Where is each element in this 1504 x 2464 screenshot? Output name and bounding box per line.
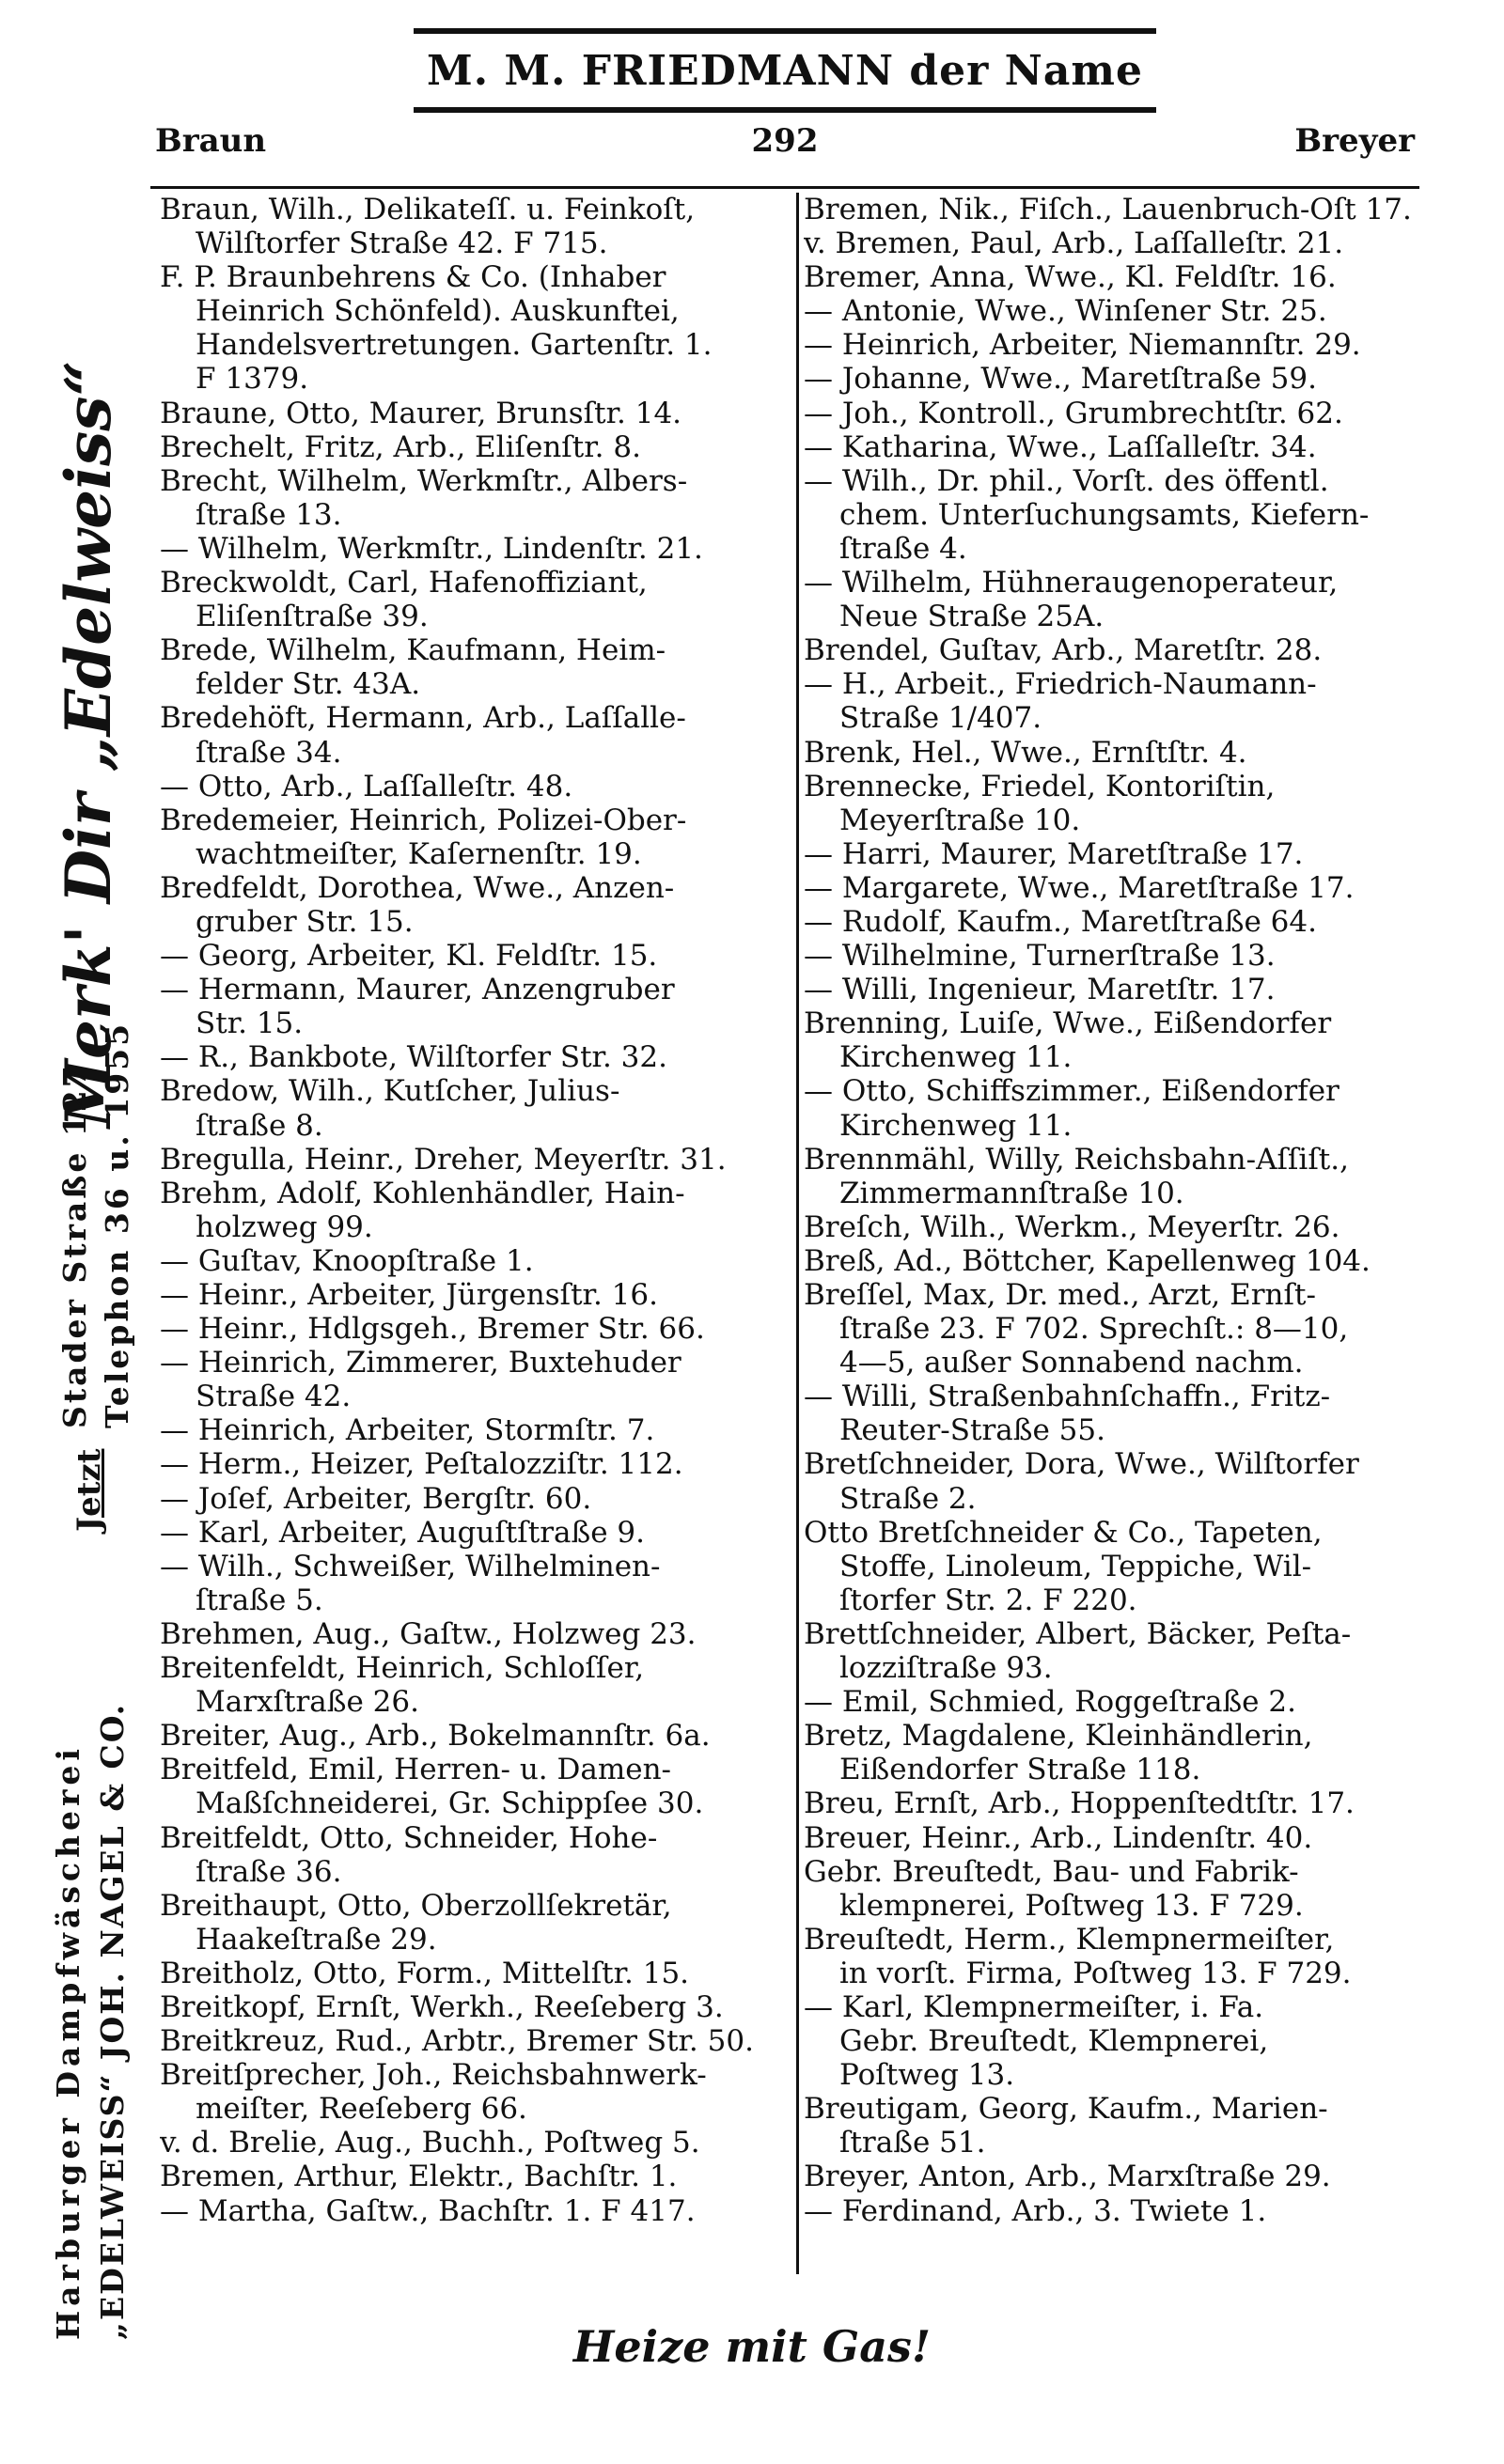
directory-line: F. P. Braunbehrens & Co. (Inhaber — [160, 260, 666, 295]
directory-line: holzweg 99. — [196, 1209, 373, 1244]
directory-line: felder Str. 43A. — [196, 667, 421, 702]
directory-line: Bredow, Wilh., Kutſcher, Julius- — [160, 1074, 620, 1109]
directory-line: Straße 42. — [196, 1380, 352, 1414]
directory-line: — Rudolf, Kaufm., Maretſtraße 64. — [804, 904, 1317, 939]
directory-line: Brendel, Guſtav, Arb., Maretſtr. 28. — [804, 633, 1323, 668]
directory-line: Bretz, Magdalene, Kleinhändlerin, — [804, 1719, 1313, 1754]
directory-line: Str. 15. — [196, 1006, 304, 1041]
directory-line: Otto Bretſchneider & Co., Tapeten, — [804, 1515, 1323, 1550]
directory-line: Brehmen, Aug., Gaſtw., Holzweg 23. — [160, 1616, 697, 1651]
directory-line: Bremer, Anna, Wwe., Kl. Feldſtr. 16. — [804, 260, 1337, 295]
directory-line: Heinrich Schönfeld). Auskunftei, — [196, 294, 680, 329]
directory-line: Eliſenſtraße 39. — [196, 600, 429, 634]
sidebar-phone: Telephon 36 u. 1955 — [99, 1021, 135, 1428]
directory-line: Breu, Ernſt, Arb., Hoppenſtedtſtr. 17. — [804, 1786, 1355, 1821]
directory-line: lozziſtraße 93. — [839, 1651, 1053, 1686]
directory-line: Wilſtorfer Straße 42. F 715. — [196, 226, 608, 261]
directory-line: ſtraße 34. — [196, 735, 342, 770]
directory-line: v. Bremen, Paul, Arb., Laſſalleſtr. 21. — [804, 226, 1344, 261]
directory-line: Brehm, Adolf, Kohlenhändler, Hain- — [160, 1176, 685, 1210]
left-column — [160, 193, 780, 2228]
directory-line: — Wilhelmine, Turnerſtraße 13. — [804, 939, 1276, 974]
directory-line: — Heinr., Arbeiter, Jürgensſtr. 16. — [160, 1278, 658, 1312]
directory-line: Brechelt, Fritz, Arb., Eliſenſtr. 8. — [160, 429, 641, 464]
directory-line: — Wilhelm, Hühneraugenoperateur, — [804, 566, 1339, 600]
sidebar-company: Harburger Dampfwäscherei — [50, 1744, 86, 2340]
directory-line: Braun, Wilh., Delikateſſ. u. Feinkoſt, — [160, 193, 696, 226]
directory-line: F 1379. — [196, 362, 309, 397]
directory-line: Marxſtraße 26. — [196, 1685, 419, 1720]
directory-line: v. d. Brelie, Aug., Buchh., Poſtweg 5. — [160, 2126, 700, 2160]
directory-line: Zimmermannſtraße 10. — [839, 1176, 1184, 1210]
directory-line: — R., Bankbote, Wilſtorfer Str. 32. — [160, 1040, 667, 1075]
directory-line: Stoffe, Linoleum, Teppiche, Wil- — [839, 1549, 1312, 1583]
column-divider — [796, 193, 799, 2274]
directory-line: ſtraße 51. — [839, 2126, 986, 2160]
directory-line: ſtraße 23. F 702. Sprechſt.: 8—10, — [839, 1312, 1349, 1347]
directory-line: — Katharina, Wwe., Laſſalleſtr. 34. — [804, 429, 1317, 464]
directory-line: klempnerei, Poſtweg 13. F 729. — [839, 1888, 1304, 1923]
directory-line: Neue Straße 25A. — [839, 600, 1104, 634]
directory-line: — Willi, Ingenieur, Maretſtr. 17. — [804, 973, 1276, 1007]
directory-line: Bredehöft, Hermann, Arb., Laſſalle- — [160, 701, 686, 736]
directory-line: Breitkreuz, Rud., Arbtr., Bremer Str. 50. — [160, 2024, 754, 2059]
directory-line: gruber Str. 15. — [196, 904, 414, 939]
directory-line: Breckwoldt, Carl, Hafenoffiziant, — [160, 566, 648, 600]
header-rule — [150, 186, 1419, 189]
directory-line: — Ferdinand, Arb., 3. Twiete 1. — [804, 2193, 1267, 2228]
directory-line: wachtmeiſter, Kaſernenſtr. 19. — [196, 836, 642, 871]
directory-line: Bregulla, Heinr., Dreher, Meyerſtr. 31. — [160, 1142, 727, 1177]
directory-line: chem. Unterſuchungsamts, Kiefern- — [839, 497, 1370, 532]
directory-line: Maßſchneiderei, Gr. Schippſee 30. — [196, 1786, 704, 1821]
directory-line: Breſſel, Max, Dr. med., Arzt, Ernſt- — [804, 1278, 1316, 1312]
sidebar-address: Stader Straße 127 — [56, 1063, 93, 1428]
directory-line: Bretſchneider, Dora, Wwe., Wilſtorfer — [804, 1447, 1359, 1482]
directory-line: Breithaupt, Otto, Oberzollſekretär, — [160, 1888, 672, 1923]
directory-line: — Heinr., Hdlgsgeh., Bremer Str. 66. — [160, 1312, 705, 1347]
directory-line: Breitholz, Otto, Form., Mittelſtr. 15. — [160, 1956, 690, 1990]
directory-line: ſtorfer Str. 2. F 220. — [839, 1583, 1137, 1617]
directory-line: — Joh., Kontroll., Grumbrechtſtr. 62. — [804, 396, 1343, 430]
running-header — [155, 115, 1415, 171]
directory-line: — Otto, Schiffszimmer., Eißendorfer — [804, 1074, 1340, 1109]
directory-line: — H., Arbeit., Friedrich-Naumann- — [804, 667, 1317, 702]
directory-line: Kirchenweg 11. — [839, 1108, 1073, 1143]
directory-line: — Emil, Schmied, Roggeſtraße 2. — [804, 1685, 1296, 1720]
directory-line: — Martha, Gaſtw., Bachſtr. 1. F 417. — [160, 2193, 696, 2228]
directory-line: ſtraße 5. — [196, 1583, 323, 1617]
directory-line: Haakeſtraße 29. — [196, 1922, 437, 1957]
directory-line: Straße 2. — [839, 1481, 977, 1516]
directory-line: Reuter-Straße 55. — [839, 1413, 1105, 1448]
directory-line: Bredfeldt, Dorothea, Wwe., Anzen- — [160, 870, 675, 905]
directory-line: — Harri, Maurer, Maretſtraße 17. — [804, 836, 1304, 871]
directory-line: Breiter, Aug., Arb., Bokelmannſtr. 6a. — [160, 1719, 711, 1754]
directory-line: — Heinrich, Arbeiter, Niemannſtr. 29. — [804, 328, 1361, 363]
directory-line: Kirchenweg 11. — [839, 1040, 1073, 1075]
directory-line: Brennmähl, Willy, Reichsbahn-Aſſiſt., — [804, 1142, 1349, 1177]
directory-line: ſtraße 36. — [196, 1854, 342, 1889]
directory-line: Breitkopf, Ernſt, Werkh., Reeſeberg 3. — [160, 1989, 724, 2024]
directory-line: — Herm., Heizer, Peſtalozziſtr. 112. — [160, 1447, 683, 1482]
directory-line: — Wilh., Schweißer, Wilhelminen- — [160, 1549, 661, 1583]
directory-line: Breuſtedt, Herm., Klempnermeiſter, — [804, 1922, 1335, 1957]
directory-line: — Willi, Straßenbahnſchaffn., Fritz- — [804, 1380, 1331, 1414]
directory-line: Breitfeldt, Otto, Schneider, Hohe- — [160, 1820, 658, 1855]
directory-line: Bremen, Nik., Fiſch., Lauenbruch-Oſt 17. — [804, 193, 1412, 226]
directory-line: — Heinrich, Zimmerer, Buxtehuder — [160, 1346, 682, 1380]
directory-line: ſtraße 8. — [196, 1108, 323, 1143]
directory-line: — Karl, Klempnermeiſter, i. Fa. — [804, 1989, 1264, 2024]
sidebar-edelweiss: „EDELWEISS“ JOH. NAGEL & CO. — [94, 1702, 131, 2340]
directory-line: Brede, Wilhelm, Kaufmann, Heim- — [160, 633, 666, 668]
directory-line: Brenning, Luiſe, Wwe., Eißendorfer — [804, 1006, 1332, 1041]
right-column — [804, 193, 1424, 2228]
directory-line: ſtraße 4. — [839, 531, 967, 566]
directory-line: Breitfeld, Emil, Herren- u. Damen- — [160, 1753, 672, 1787]
directory-line: Breitenfeldt, Heinrich, Schloſſer, — [160, 1651, 645, 1686]
sidebar-jetzt: Jetzt — [70, 1448, 108, 1532]
directory-line: Gebr. Breuſtedt, Klempnerei, — [839, 2024, 1269, 2059]
directory-line: meiſter, Reeſeberg 66. — [196, 2092, 527, 2127]
directory-line: 4—5, außer Sonnabend nachm. — [839, 1346, 1304, 1380]
directory-line: Breitſprecher, Joh., Reichsbahnwerk- — [160, 2058, 707, 2093]
directory-line: — Joſef, Arbeiter, Bergſtr. 60. — [160, 1481, 592, 1516]
directory-line: Bremen, Arthur, Elektr., Bachſtr. 1. — [160, 2160, 678, 2194]
directory-line: Brennecke, Friedel, Kontoriſtin, — [804, 769, 1276, 803]
directory-line: Breß, Ad., Böttcher, Kapellenweg 104. — [804, 1243, 1371, 1278]
banner-text: M. M. FRIEDMANN der Name — [427, 46, 1143, 95]
sidebar-slogan: Merk' Dir „Edelweiss“ — [52, 360, 125, 1128]
directory-line: Breuer, Heinr., Arb., Lindenſtr. 40. — [804, 1820, 1313, 1855]
directory-line: Braune, Otto, Maurer, Brunsſtr. 14. — [160, 396, 682, 430]
directory-line: Brenk, Hel., Wwe., Ernſtſtr. 4. — [804, 735, 1247, 770]
directory-line: — Margarete, Wwe., Maretſtraße 17. — [804, 870, 1355, 905]
directory-line: — Wilh., Dr. phil., Vorſt. des öffentl. — [804, 463, 1329, 498]
directory-line: — Heinrich, Arbeiter, Stormſtr. 7. — [160, 1413, 655, 1448]
directory-line: — Wilhelm, Werkmſtr., Lindenſtr. 21. — [160, 531, 703, 566]
directory-line: — Georg, Arbeiter, Kl. Feldſtr. 15. — [160, 939, 658, 974]
directory-line: Handelsvertretungen. Gartenſtr. 1. — [196, 328, 713, 363]
directory-line: — Antonie, Wwe., Winſener Str. 25. — [804, 294, 1327, 329]
page-number: 292 — [751, 122, 819, 160]
directory-line: Poſtweg 13. — [839, 2058, 1015, 2093]
directory-line: Meyerſtraße 10. — [839, 803, 1081, 837]
directory-line: Breſch, Wilh., Werkm., Meyerſtr. 26. — [804, 1209, 1340, 1244]
directory-line: Breyer, Anton, Arb., Marxſtraße 29. — [804, 2160, 1331, 2194]
directory-line: Breutigam, Georg, Kaufm., Marien- — [804, 2092, 1328, 2127]
directory-line: — Otto, Arb., Laſſalleſtr. 48. — [160, 769, 573, 803]
directory-line: in vorſt. Firma, Poſtweg 13. F 729. — [839, 1956, 1352, 1990]
directory-line: — Guſtav, Knoopſtraße 1. — [160, 1243, 534, 1278]
footer-slogan: Heize mit Gas! — [572, 2321, 932, 2372]
directory-line: Straße 1/407. — [839, 701, 1042, 736]
directory-line: — Johanne, Wwe., Maretſtraße 59. — [804, 362, 1317, 397]
advertisement-banner — [414, 28, 1156, 113]
first-entry-word: Braun — [155, 122, 267, 160]
directory-line: — Hermann, Maurer, Anzengruber — [160, 973, 675, 1007]
directory-line: Bredemeier, Heinrich, Polizei-Ober- — [160, 803, 687, 837]
last-entry-word: Breyer — [1294, 122, 1415, 160]
directory-line: — Karl, Arbeiter, Auguſtſtraße 9. — [160, 1515, 645, 1550]
directory-line: Brecht, Wilhelm, Werkmſtr., Albers- — [160, 463, 688, 498]
directory-line: Brettſchneider, Albert, Bäcker, Peſta- — [804, 1616, 1352, 1651]
directory-line: Eißendorfer Straße 118. — [839, 1753, 1201, 1787]
directory-line: Gebr. Breuſtedt, Bau- und Fabrik- — [804, 1854, 1299, 1889]
directory-line: ſtraße 13. — [196, 497, 342, 532]
